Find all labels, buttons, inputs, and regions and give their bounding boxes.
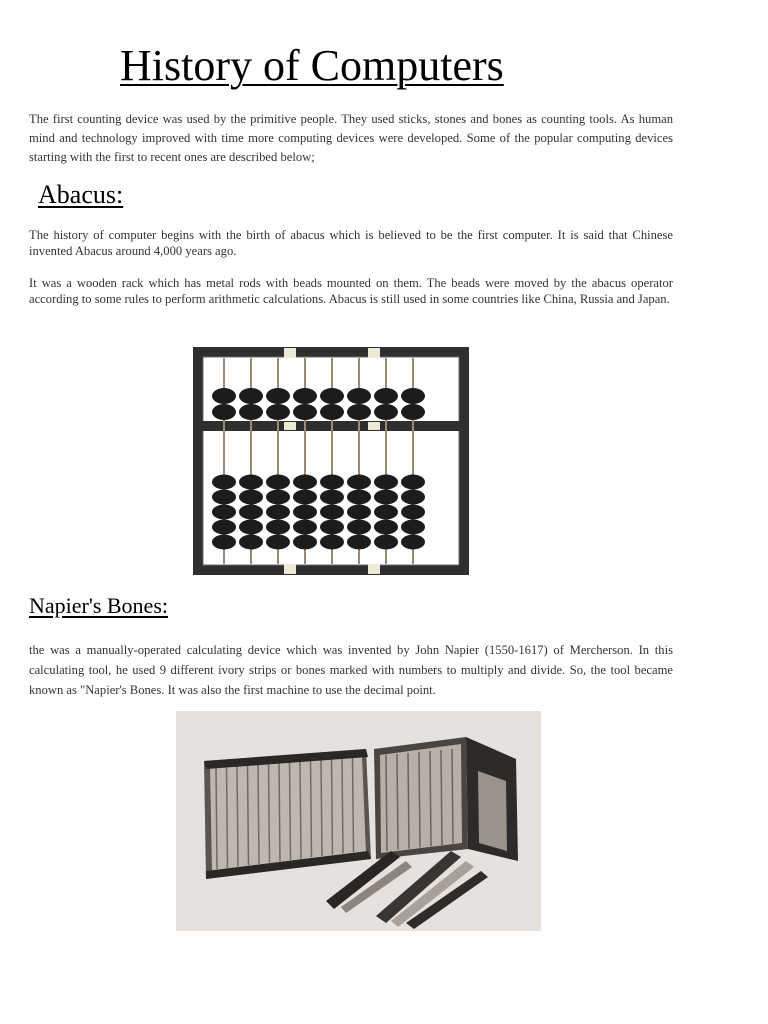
napiers-bones-image	[176, 711, 541, 931]
abacus-paragraph-2: It was a wooden rack which has metal rods with beads mounted on them. The beads were moved by the abacus operator according to some rules to perform arithmetic calculations. Abacus is still used in some countries like China, Russia and Japan.	[29, 276, 673, 306]
napiers-bones-heading: Napier's Bones:	[29, 593, 168, 618]
abacus-paragraph-1: The history of computer begins with the birth of abacus which is believed to be the first computer. It is said that Chinese invented Abacus around 4,000 years ago.	[29, 228, 673, 258]
napiers-bones-paragraph: the was a manually-operated calculating device which was invented by John Napier (1550-1617) of Mercherson. In this calculating tool, he used 9 different ivory strips or bones marked with numbers to multiply and divide. So, the tool became known as "Napier's Bones. It was also the first machine to use the decimal point.	[29, 643, 673, 697]
abacus-heading: Abacus:	[38, 180, 124, 209]
page-title: History of Computers	[120, 41, 504, 90]
abacus-image	[192, 346, 470, 576]
intro-paragraph: The first counting device was used by the primitive people. They used sticks, stones and bones as counting tools. As human mind and technology improved with time more computing devices were developed. Some of the popular computing devices starting with the first to recent ones are described below;	[29, 112, 673, 164]
